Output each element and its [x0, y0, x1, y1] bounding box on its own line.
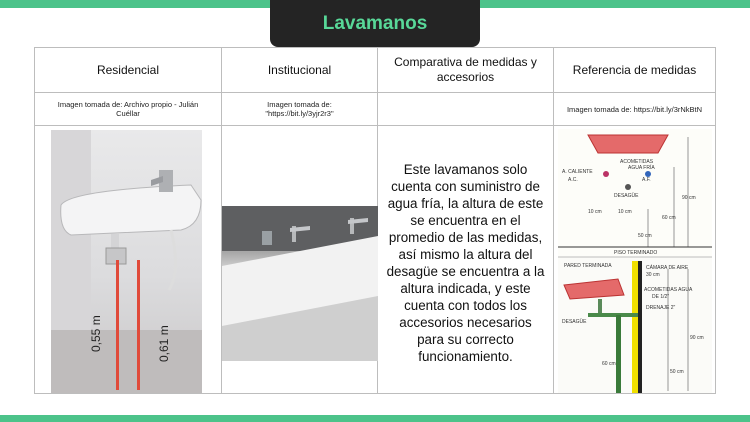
reference-cell — [554, 126, 716, 394]
ref-label-desague-bottom: DESAGÜE — [562, 319, 587, 325]
ref-label-90cm-top: 90 cm — [682, 195, 696, 201]
source-referencia: Imagen tomada de: https://bit.ly/3rNkBtN — [554, 93, 716, 126]
ref-label-pared: PARED TERMINADA — [564, 263, 612, 269]
institutional-sink-photo — [222, 206, 378, 361]
institucional-photo-cell — [222, 126, 378, 394]
sink-illustration — [51, 130, 202, 393]
reference-diagram — [558, 129, 712, 393]
slide-title: Lavamanos — [322, 12, 428, 34]
ref-label-10cm-b: 10 cm — [618, 209, 632, 215]
residential-sink-photo — [51, 130, 202, 393]
header-row — [35, 48, 716, 93]
ref-label-90cm-bottom: 90 cm — [690, 335, 704, 341]
header-institucional: Institucional — [222, 48, 378, 93]
source-institucional: Imagen tomada de: "https://bit.ly/3yjr2r3" — [222, 93, 378, 126]
ref-label-60cm-bottom: 60 cm — [602, 361, 616, 367]
ref-label-a-caliente: A. CALIENTE — [562, 169, 593, 175]
height-label-055: 0,55 m — [89, 314, 103, 352]
residencial-photo-cell — [35, 126, 222, 394]
ref-label-10cm-a: 10 cm — [588, 209, 602, 215]
description-cell — [378, 126, 554, 394]
ref-label-ac: A.C. — [568, 177, 578, 183]
ref-label-acometidas: ACOMETIDAS — [620, 159, 654, 165]
ref-label-60cm-top: 60 cm — [662, 215, 676, 221]
header-comparativa: Comparativa de medidas y accesorios — [378, 48, 554, 93]
ref-label-acometidas-agua: ACOMETIDAS AGUA — [644, 287, 693, 293]
ref-label-piso: PISO TERMINADO — [614, 250, 658, 256]
bottom-accent-bar — [0, 415, 750, 422]
ref-label-30cm: 30 cm — [646, 272, 660, 278]
ref-label-af: A.F. — [642, 177, 651, 183]
height-label-061: 0,61 m — [157, 324, 171, 362]
ref-label-half: DE 1/2" — [652, 294, 670, 300]
title-tab — [270, 0, 480, 47]
header-residencial: Residencial — [35, 48, 222, 93]
ref-label-drenaje: DRENAJE 2" — [646, 305, 676, 311]
source-row — [35, 93, 716, 126]
ref-label-camara: CÁMARA DE AIRE — [646, 265, 689, 271]
source-comparativa — [378, 93, 554, 126]
ref-label-desague-top: DESAGÜE — [614, 193, 639, 199]
content-row — [35, 126, 716, 394]
ref-label-agua-fria: AGUA FRÍA — [628, 165, 655, 171]
description-text: Este lavamanos solo cuenta con suministro de agua fría, la altura de este se encuentra en el promedio de las medidas, así mismo la altura del desagüe se encuentra a la altura indicada, y este cuenta con todos los accesorios necesarios para su correcto funcionamiento. — [386, 161, 545, 364]
source-residencial: Imagen tomada de: Archivo propio - Julián Cuéllar — [35, 93, 222, 126]
comparison-table — [34, 47, 716, 394]
ref-label-50cm-bottom: 50 cm — [670, 369, 684, 375]
countertop-illustration — [222, 206, 378, 361]
header-referencia: Referencia de medidas — [554, 48, 716, 93]
ref-label-50cm-top: 50 cm — [638, 233, 652, 239]
